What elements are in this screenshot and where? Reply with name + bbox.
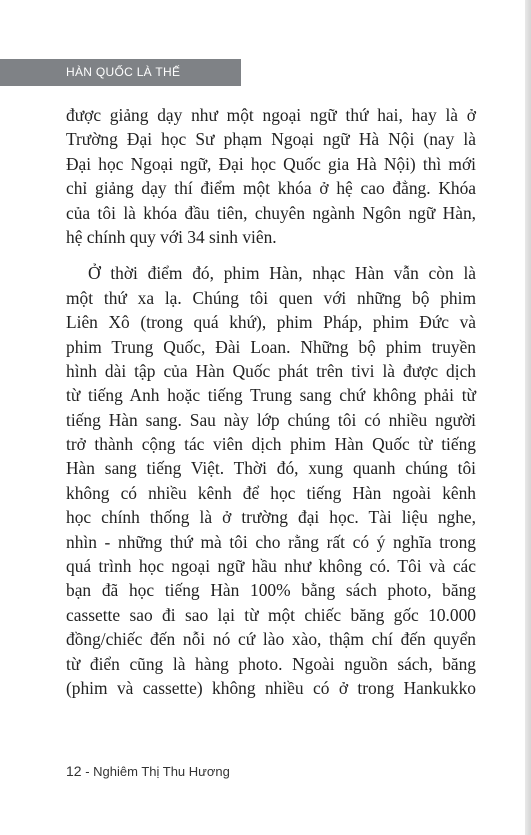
text-line: không có nhiều kênh để học tiếng Hàn ngoài kênh bbox=[66, 482, 476, 503]
running-header-bar bbox=[0, 59, 241, 86]
text-line: phim Trung Quốc, Đài Loan. Những bộ phim truyền bbox=[66, 336, 476, 357]
body-text bbox=[66, 103, 476, 700]
paragraph-2 bbox=[66, 261, 476, 700]
text-line: từ điển cũng là hàng photo. Ngoài nguồn sách, băng bbox=[66, 653, 476, 674]
text-line: hệ chính quy với 34 sinh viên. bbox=[66, 226, 277, 247]
text-line: từ tiếng Anh hoặc tiếng Trung sang chứ không phải từ bbox=[66, 385, 476, 406]
text-line: một thứ xa lạ. Chúng tôi quen với những bộ phim bbox=[66, 287, 476, 308]
text-line: nhìn - những thứ mà tôi cho rằng rất có ý nghĩa trong bbox=[66, 531, 476, 552]
text-line: Đại học Ngoại ngữ, Đại học Quốc gia Hà Nội) thì mới bbox=[66, 153, 476, 174]
footer-separator: - bbox=[81, 764, 94, 779]
text-line: bạn đã học tiếng Hàn 100% bằng sách photo, băng bbox=[66, 580, 476, 601]
text-line: hình dài tập của Hàn Quốc phát trên tivi là được dịch bbox=[66, 360, 476, 381]
footer-author: Nghiêm Thị Thu Hương bbox=[93, 764, 230, 779]
text-line: Hàn sang tiếng Việt. Thời đó, xung quanh chúng tôi bbox=[66, 458, 476, 479]
running-header-title: HÀN QUỐC LÀ THẾ bbox=[66, 65, 181, 79]
paragraph-gap bbox=[66, 249, 476, 261]
page-footer bbox=[66, 763, 230, 779]
text-line: được giảng dạy như một ngoại ngữ thứ hai, hay là ở bbox=[66, 105, 476, 125]
text-line: học chính thống là ở trường đại học. Tài liệu nghe, bbox=[66, 507, 476, 528]
text-line: quá trình học ngoại ngữ hầu như không có. Tôi và các bbox=[66, 556, 476, 577]
text-line: đồng/chiếc đến nỗi nó cứ lào xào, thậm chí đến quyển bbox=[66, 629, 476, 650]
text-line: Trường Đại học Sư phạm Ngoại ngữ Hà Nội (nay là bbox=[66, 129, 476, 150]
text-line: Liên Xô (trong quá khứ), phim Pháp, phim Đức và bbox=[66, 312, 476, 333]
page-number: 12 bbox=[66, 763, 82, 779]
page-edge-shadow bbox=[525, 0, 531, 835]
text-line: của tôi là khóa đầu tiên, chuyên ngành Ngôn ngữ Hàn, bbox=[66, 202, 476, 223]
text-line: trở thành cộng tác viên dịch phim Hàn Quốc từ tiếng bbox=[66, 434, 476, 455]
text-line: cassette sao đi sao lại từ một chiếc băng gốc 10.000 bbox=[66, 604, 476, 625]
text-line: (phim và cassette) không nhiều có ở trong Hankukko bbox=[66, 677, 476, 698]
text-line: chỉ giảng dạy thí điểm một khóa ở hệ cao đẳng. Khóa bbox=[66, 178, 476, 199]
text-line: Ở thời điểm đó, phim Hàn, nhạc Hàn vẫn còn là bbox=[88, 263, 476, 284]
text-line: tiếng Hàn sang. Sau này lớp chúng tôi có nhiều người bbox=[66, 409, 476, 430]
paragraph-1 bbox=[66, 103, 476, 249]
